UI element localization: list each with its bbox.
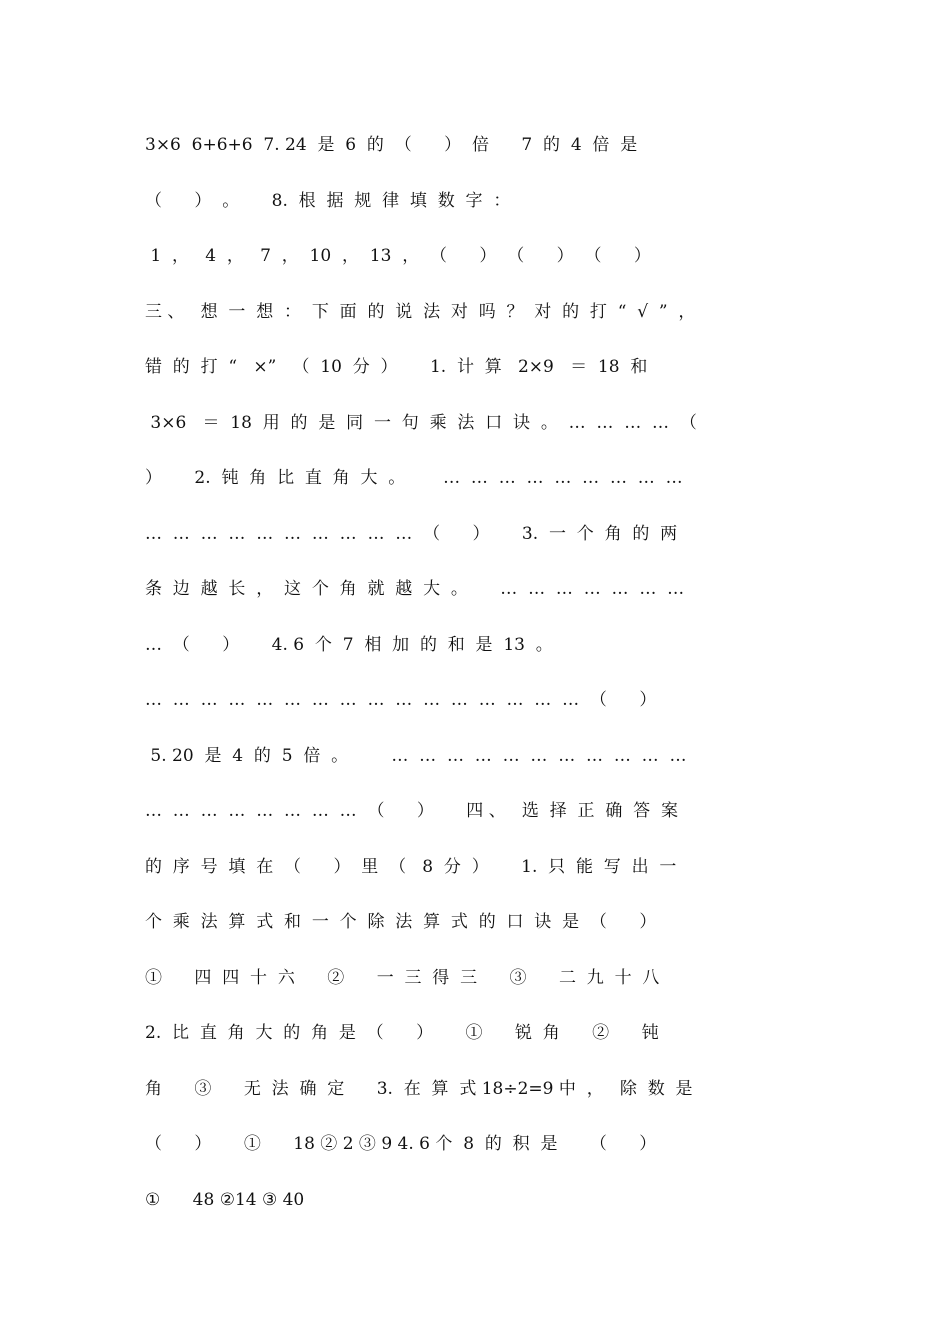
text-line: （ ） 。 8. 根 据 规 律 填 数 字 ： [145, 191, 511, 211]
text-line: 个 乘 法 算 式 和 一 个 除 法 算 式 的 口 诀 是 （ ） [145, 912, 657, 932]
text-line: 5. 20 是 4 的 5 倍 。 … … … … … … … … … … … [145, 746, 687, 766]
text-line: ） 2. 钝 角 比 直 角 大 。 … … … … … … … … … [145, 468, 683, 488]
text-line: 3×6 6+6+6 7. 24 是 6 的 （ ） 倍 7 的 4 倍 是 [145, 135, 638, 155]
text-line: ① 四 四 十 六 ② 一 三 得 三 ③ 二 九 十 八 [145, 968, 660, 988]
text-line: 2. 比 直 角 大 的 角 是 （ ） ① 锐 角 ② 钝 [145, 1023, 659, 1043]
text-line: 条 边 越 长 ， 这 个 角 就 越 大 。 … … … … … … … [145, 579, 685, 599]
text-line: 1 ， 4 ， 7 ， 10 ， 13 ， （ ） （ ） （ ） [145, 246, 651, 266]
text-line: 错 的 打 “ ×” （ 10 分 ） 1. 计 算 2×9 ＝ 18 和 [145, 357, 648, 377]
text-line: 的 序 号 填 在 （ ） 里 （ 8 分 ） 1. 只 能 写 出 一 [145, 857, 677, 877]
text-line: … （ ） 4. 6 个 7 相 加 的 和 是 13 。 [145, 635, 553, 655]
text-line: 三 、 想 一 想 ： 下 面 的 说 法 对 吗 ？ 对 的 打 “ √ ” ， [145, 302, 696, 322]
text-line: … … … … … … … … … … （ ） 3. 一 个 角 的 两 [145, 524, 678, 544]
text-line: … … … … … … … … … … … … … … … … （ ） [145, 690, 657, 710]
text-line: （ ） ① 18 ② 2 ③ 9 4. 6 个 8 的 积 是 （ ） [145, 1134, 657, 1154]
text-line: 3×6 ＝ 18 用 的 是 同 一 句 乘 法 口 诀 。 … … … … （ [145, 413, 697, 433]
text-line: … … … … … … … … （ ） 四 、 选 择 正 确 答 案 [145, 801, 678, 821]
text-line: ① 48 ②14 ③ 40 [145, 1190, 305, 1210]
text-line: 角 ③ 无 法 确 定 3. 在 算 式 18÷2=9 中 ， 除 数 是 [145, 1079, 693, 1099]
